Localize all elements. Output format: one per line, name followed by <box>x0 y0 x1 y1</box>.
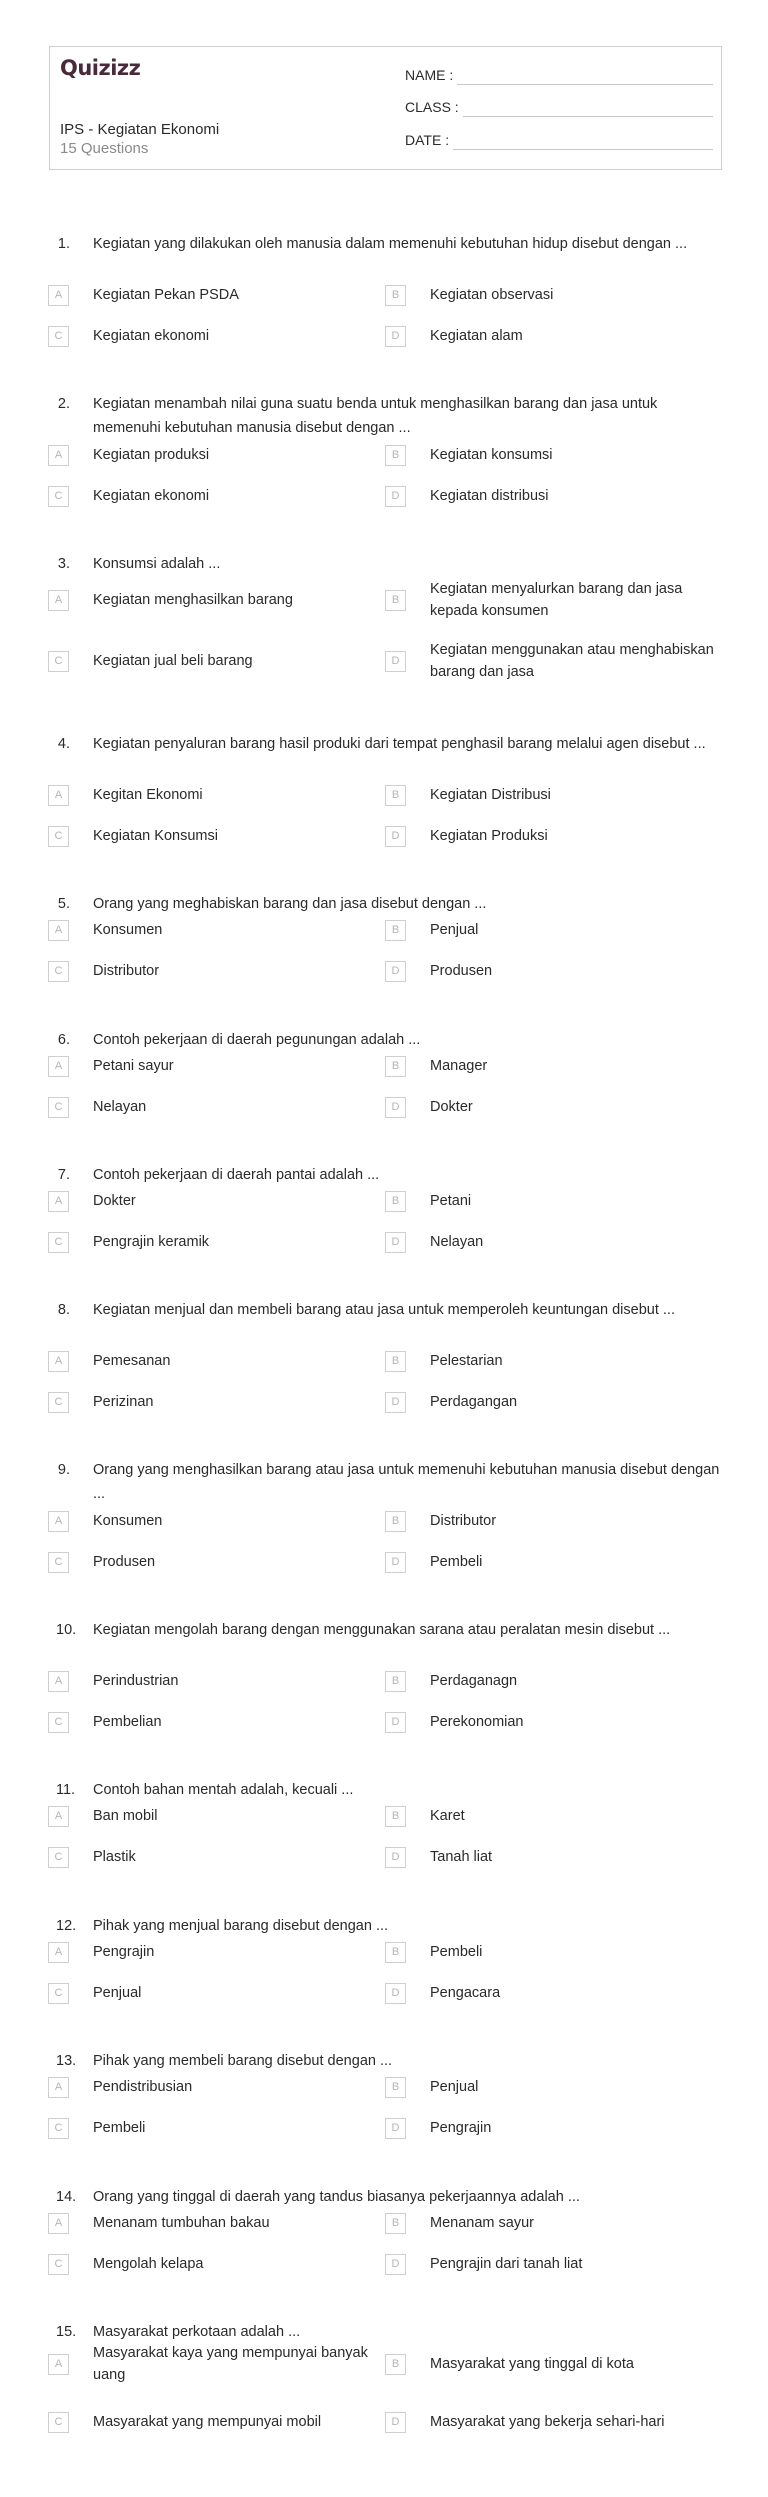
option-b[interactable] <box>385 2203 725 2243</box>
option-a[interactable] <box>48 1661 378 1701</box>
option-letter-box: A <box>48 1671 69 1692</box>
option-d[interactable] <box>385 2402 725 2442</box>
option-d[interactable] <box>385 1382 725 1422</box>
option-text: Kegitan Ekonomi <box>93 787 203 803</box>
option-text: Kegiatan ekonomi <box>93 488 210 504</box>
option-letter-box: C <box>48 2118 69 2139</box>
option-letter-box: C <box>48 651 69 672</box>
option-letter-box: A <box>48 2077 69 2098</box>
option-a[interactable] <box>48 1046 378 1086</box>
option-b[interactable] <box>385 1341 725 1381</box>
option-letter-box: D <box>385 1232 406 1253</box>
option-c[interactable] <box>48 1702 378 1742</box>
option-b[interactable] <box>385 275 725 315</box>
option-letter-box: C <box>48 1847 69 1868</box>
question-text: Pihak yang menjual barang disebut dengan ... <box>93 1918 389 1934</box>
option-letter-box: A <box>48 590 69 611</box>
question-number: 11. <box>56 1782 76 1798</box>
option-letter-box: B <box>385 1511 406 1532</box>
option-text: Perdagangan <box>430 1394 518 1410</box>
date-label: DATE : <box>405 132 450 148</box>
option-letter-box: B <box>385 2354 406 2375</box>
question-text: Kegiatan yang dilakukan oleh manusia dalam memenuhi kebutuhan hidup disebut dengan ... <box>93 236 688 252</box>
option-text: Mengolah kelapa <box>93 2256 204 2272</box>
option-text: Kegiatan menghasilkan barang <box>93 592 293 608</box>
option-letter-box: D <box>385 2254 406 2275</box>
option-c[interactable] <box>48 1973 378 2013</box>
option-a[interactable] <box>48 2344 378 2384</box>
option-text: Konsumen <box>93 922 163 938</box>
option-letter-box: C <box>48 1232 69 1253</box>
option-letter-box: A <box>48 1191 69 1212</box>
question-text: Pihak yang membeli barang disebut dengan ... <box>93 2053 393 2069</box>
question-text: Konsumsi adalah ... <box>93 556 221 572</box>
option-letter-box: C <box>48 1712 69 1733</box>
option-text: Pembeli <box>430 1554 483 1570</box>
option-letter-box: A <box>48 920 69 941</box>
option-text: Kegiatan Pekan PSDA <box>93 287 239 303</box>
option-letter-box: B <box>385 920 406 941</box>
option-letter-box: A <box>48 2354 69 2375</box>
option-letter-box: B <box>385 2213 406 2234</box>
option-text: Pengrajin <box>430 2120 492 2136</box>
option-letter-box: A <box>48 2213 69 2234</box>
option-text: Masyarakat yang mempunyai mobil <box>93 2414 322 2430</box>
option-text: Kegiatan menyalurkan barang dan jasa kepada konsumen <box>430 581 683 619</box>
option-letter-box: D <box>385 2412 406 2433</box>
question-number: 4. <box>57 736 70 752</box>
option-letter-box: C <box>48 326 69 347</box>
option-letter-box: D <box>385 1847 406 1868</box>
option-c[interactable] <box>48 816 378 856</box>
option-b[interactable] <box>385 1932 725 1972</box>
option-letter-box: A <box>48 785 69 806</box>
name-label: NAME : <box>405 67 454 83</box>
option-letter-box: C <box>48 1983 69 2004</box>
question-number: 6. <box>57 1032 70 1048</box>
question-number: 1. <box>57 236 70 252</box>
question-text: Orang yang meghabiskan barang dan jasa disebut dengan ... <box>93 896 487 912</box>
option-d[interactable] <box>385 1973 725 2013</box>
option-a[interactable] <box>48 1341 378 1381</box>
option-letter-box: A <box>48 285 69 306</box>
option-a[interactable] <box>48 2067 378 2107</box>
option-a[interactable] <box>48 2203 378 2243</box>
option-b[interactable] <box>385 435 725 475</box>
option-b[interactable] <box>385 2067 725 2107</box>
option-text: Pemesanan <box>93 1353 171 1369</box>
option-letter-box: A <box>48 1511 69 1532</box>
option-text: Kegiatan Distribusi <box>430 787 551 803</box>
option-letter-box: A <box>48 1056 69 1077</box>
option-text: Pengrajin keramik <box>93 1234 210 1250</box>
option-text: Menanam tumbuhan bakau <box>93 2215 270 2231</box>
option-text: Dokter <box>430 1099 473 1115</box>
name-line <box>457 84 713 85</box>
option-text: Kegiatan menggunakan atau menghabiskan barang dan jasa <box>430 642 714 680</box>
question-text: Contoh pekerjaan di daerah pegunungan adalah ... <box>93 1032 421 1048</box>
option-text: Kegiatan Produksi <box>430 828 548 844</box>
question-text: Masyarakat perkotaan adalah ... <box>93 2324 301 2340</box>
option-c[interactable] <box>48 476 378 516</box>
option-letter-box: A <box>48 445 69 466</box>
date-field[interactable] <box>405 128 713 150</box>
option-letter-box: A <box>48 1351 69 1372</box>
option-text: Pengacara <box>430 1985 501 2001</box>
question-number: 3. <box>57 556 70 572</box>
option-b[interactable] <box>385 1046 725 1086</box>
question-text: Orang yang tinggal di daerah yang tandus biasanya pekerjaannya adalah ... <box>93 2189 580 2205</box>
option-c[interactable] <box>48 1542 378 1582</box>
option-text: Manager <box>430 1058 488 1074</box>
option-a[interactable] <box>48 910 378 950</box>
option-d[interactable] <box>385 951 725 991</box>
option-a[interactable] <box>48 1181 378 1221</box>
question-number: 9. <box>57 1462 70 1478</box>
option-a[interactable] <box>48 275 378 315</box>
question-text: Kegiatan menjual dan membeli barang atau jasa untuk memperoleh keuntungan disebut ... <box>93 1302 675 1318</box>
option-c[interactable] <box>48 1087 378 1127</box>
option-d[interactable] <box>385 1222 725 1262</box>
option-letter-box: A <box>48 1806 69 1827</box>
option-text: Perizinan <box>93 1394 154 1410</box>
option-letter-box: C <box>48 961 69 982</box>
option-c[interactable] <box>48 1837 378 1877</box>
option-text: Perindustrian <box>93 1673 179 1689</box>
question-text: Kegiatan menambah nilai guna suatu benda untuk menghasilkan barang dan jasa untuk memenuhi kebutuhan manusia disebut dengan ... <box>93 396 658 436</box>
option-text: Petani sayur <box>93 1058 174 1074</box>
option-letter-box: B <box>385 1056 406 1077</box>
option-a[interactable] <box>48 1932 378 1972</box>
option-letter-box: B <box>385 1671 406 1692</box>
option-text: Tanah liat <box>430 1849 493 1865</box>
option-text: Pembelian <box>93 1714 162 1730</box>
class-line <box>463 116 713 117</box>
question-count: 15 Questions <box>60 140 149 157</box>
class-label: CLASS : <box>405 99 459 115</box>
option-a[interactable] <box>48 1796 378 1836</box>
option-b[interactable] <box>385 2344 725 2384</box>
date-line <box>453 149 713 150</box>
option-letter-box: C <box>48 486 69 507</box>
option-letter-box: C <box>48 1392 69 1413</box>
question-number: 14. <box>56 2189 77 2205</box>
option-d[interactable] <box>385 816 725 856</box>
option-text: Kegiatan jual beli barang <box>93 653 253 669</box>
option-text: Perekonomian <box>430 1714 524 1730</box>
option-d[interactable] <box>385 2108 725 2148</box>
option-letter-box: C <box>48 826 69 847</box>
option-b[interactable] <box>385 1661 725 1701</box>
option-text: Pengrajin dari tanah liat <box>430 2256 583 2272</box>
option-d[interactable] <box>385 476 725 516</box>
option-text: Masyarakat yang tinggal di kota <box>430 2356 634 2372</box>
option-text: Perdaganagn <box>430 1673 518 1689</box>
option-letter-box: C <box>48 1552 69 1573</box>
option-letter-box: B <box>385 590 406 611</box>
option-letter-box: A <box>48 1942 69 1963</box>
option-a[interactable] <box>48 1501 378 1541</box>
option-text: Kegiatan distribusi <box>430 488 549 504</box>
option-text: Kegiatan ekonomi <box>93 328 210 344</box>
option-text: Kegiatan alam <box>430 328 523 344</box>
option-letter-box: B <box>385 1942 406 1963</box>
option-text: Kegiatan observasi <box>430 287 554 303</box>
question-number: 7. <box>57 1167 70 1183</box>
option-text: Distributor <box>93 963 160 979</box>
option-text: Menanam sayur <box>430 2215 534 2231</box>
option-letter-box: D <box>385 2118 406 2139</box>
option-text: Pendistribusian <box>93 2079 193 2095</box>
option-a[interactable] <box>48 435 378 475</box>
option-letter-box: B <box>385 445 406 466</box>
worksheet-header <box>49 46 722 170</box>
option-text: Konsumen <box>93 1513 163 1529</box>
option-c[interactable] <box>48 2402 378 2442</box>
question-number: 8. <box>57 1302 70 1318</box>
option-letter-box: D <box>385 826 406 847</box>
option-text: Nelayan <box>93 1099 147 1115</box>
option-d[interactable] <box>385 1837 725 1877</box>
worksheet-title: IPS - Kegiatan Ekonomi <box>60 121 220 138</box>
question-text: Kegiatan penyaluran barang hasil produki dari tempat penghasil barang melalui agen disebut ... <box>93 736 706 752</box>
option-d[interactable] <box>385 1542 725 1582</box>
option-letter-box: B <box>385 2077 406 2098</box>
question-number: 10. <box>56 1622 77 1638</box>
option-text: Nelayan <box>430 1234 484 1250</box>
option-b[interactable] <box>385 1181 725 1221</box>
option-letter-box: C <box>48 2254 69 2275</box>
option-c[interactable] <box>48 1382 378 1422</box>
option-b[interactable] <box>385 580 725 620</box>
option-letter-box: D <box>385 486 406 507</box>
option-letter-box: B <box>385 285 406 306</box>
option-letter-box: D <box>385 326 406 347</box>
option-letter-box: D <box>385 651 406 672</box>
option-text: Kegiatan konsumsi <box>430 447 553 463</box>
option-d[interactable] <box>385 1087 725 1127</box>
option-letter-box: D <box>385 1392 406 1413</box>
question-number: 13. <box>56 2053 77 2069</box>
option-c[interactable] <box>48 641 378 681</box>
option-letter-box: B <box>385 785 406 806</box>
option-text: Masyarakat kaya yang mempunyai banyak uang <box>93 2345 368 2383</box>
question-number: 12. <box>56 1918 77 1934</box>
option-b[interactable] <box>385 775 725 815</box>
option-letter-box: D <box>385 1552 406 1573</box>
option-letter-box: D <box>385 1983 406 2004</box>
option-text: Produsen <box>430 963 493 979</box>
option-d[interactable] <box>385 316 725 356</box>
option-text: Plastik <box>93 1849 136 1865</box>
question-text: Contoh pekerjaan di daerah pantai adalah ... <box>93 1167 380 1183</box>
question-number: 5. <box>57 896 70 912</box>
option-letter-box: B <box>385 1351 406 1372</box>
quizizz-logo: Quizizz <box>60 56 141 80</box>
option-letter-box: C <box>48 2412 69 2433</box>
option-c[interactable] <box>48 951 378 991</box>
question-number: 15. <box>56 2324 77 2340</box>
option-text: Masyarakat yang bekerja sehari-hari <box>430 2414 665 2430</box>
option-a[interactable] <box>48 775 378 815</box>
option-letter-box: D <box>385 961 406 982</box>
option-letter-box: B <box>385 1191 406 1212</box>
option-text: Ban mobil <box>93 1808 158 1824</box>
option-text: Pembeli <box>93 2120 146 2136</box>
option-text: Produsen <box>93 1554 156 1570</box>
option-c[interactable] <box>48 316 378 356</box>
option-letter-box: C <box>48 1097 69 1118</box>
option-c[interactable] <box>48 2108 378 2148</box>
option-text: Pelestarian <box>430 1353 503 1369</box>
option-text: Penjual <box>430 922 479 938</box>
question-text: Kegiatan mengolah barang dengan menggunakan sarana atau peralatan mesin disebut ... <box>93 1622 671 1638</box>
option-text: Penjual <box>430 2079 479 2095</box>
option-text: Pengrajin <box>93 1944 155 1960</box>
option-text: Distributor <box>430 1513 497 1529</box>
option-c[interactable] <box>48 1222 378 1262</box>
option-a[interactable] <box>48 580 378 620</box>
option-text: Petani <box>430 1193 472 1209</box>
option-letter-box: B <box>385 1806 406 1827</box>
option-letter-box: D <box>385 1712 406 1733</box>
question-text: Orang yang menghasilkan barang atau jasa untuk memenuhi kebutuhan manusia disebut dengan ... <box>93 1462 720 1502</box>
option-text: Pembeli <box>430 1944 483 1960</box>
class-field[interactable] <box>405 95 713 117</box>
question-number: 2. <box>57 396 70 412</box>
option-letter-box: D <box>385 1097 406 1118</box>
option-text: Dokter <box>93 1193 136 1209</box>
option-b[interactable] <box>385 1501 725 1541</box>
option-d[interactable] <box>385 1702 725 1742</box>
option-text: Kegiatan produksi <box>93 447 210 463</box>
option-text: Kegiatan Konsumsi <box>93 828 218 844</box>
option-c[interactable] <box>48 2244 378 2284</box>
option-text: Karet <box>430 1808 465 1824</box>
option-b[interactable] <box>385 1796 725 1836</box>
question-text: Contoh bahan mentah adalah, kecuali ... <box>93 1782 354 1798</box>
option-d[interactable] <box>385 2244 725 2284</box>
option-d[interactable] <box>385 641 725 681</box>
name-field[interactable] <box>405 63 713 85</box>
option-b[interactable] <box>385 910 725 950</box>
option-text: Penjual <box>93 1985 142 2001</box>
